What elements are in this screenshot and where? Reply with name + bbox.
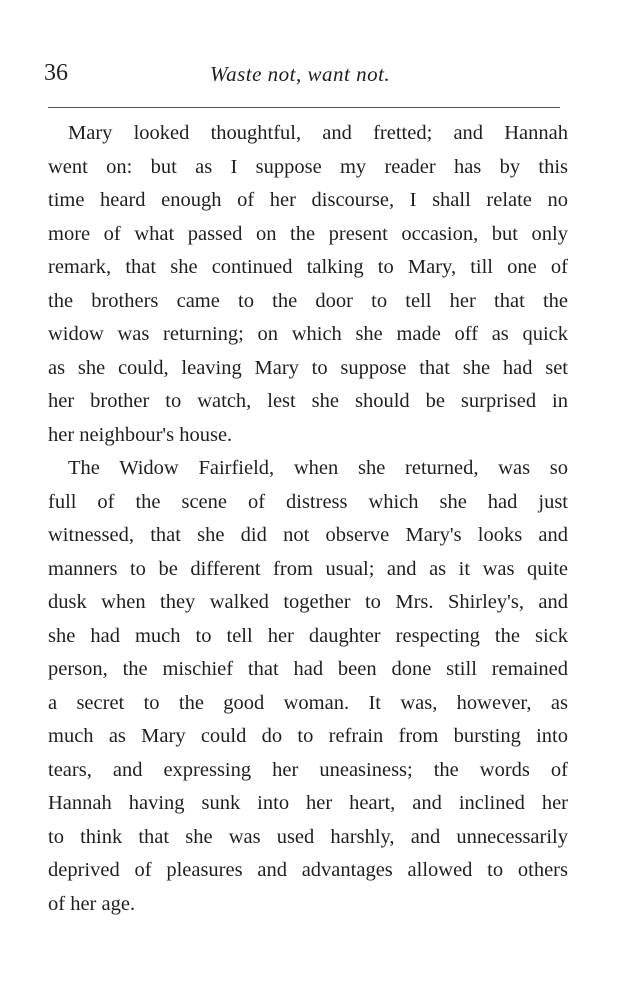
text-line: remark, that she continued talking to Mary, till one of	[48, 256, 568, 278]
text-line: witnessed, that she did not observe Mary's looks and	[48, 524, 568, 546]
header-rule	[48, 107, 560, 108]
running-title: Waste not, want not.	[210, 62, 391, 86]
text-line: The Widow Fairfield, when she returned, was so	[68, 457, 568, 479]
text-line: the brothers came to the door to tell her that the	[48, 289, 568, 312]
text-line: tears, and expressing her uneasiness; the words of	[48, 758, 568, 781]
text-line: a secret to the good woman. It was, however, as	[48, 691, 568, 714]
text-line: dusk when they walked together to Mrs. Shirley's, and	[48, 591, 568, 613]
text-line: her brother to watch, lest she should be surprised in	[48, 390, 568, 412]
text-line: much as Mary could do to refrain from bursting into	[48, 725, 568, 747]
text-line: person, the mischief that had been done still remained	[48, 658, 568, 680]
text-line: widow was returning; on which she made off as quick	[48, 323, 568, 345]
text-line: to think that she was used harshly, and unnecessarily	[48, 825, 568, 848]
text-line: went on: but as I suppose my reader has by this	[48, 155, 568, 178]
text-line: Mary looked thoughtful, and fretted; and Hannah	[68, 122, 568, 144]
paragraph-1	[48, 117, 568, 452]
text-line: full of the scene of distress which she had just	[48, 490, 568, 513]
text-line: her neighbour's house.	[48, 423, 233, 446]
text-line: she had much to tell her daughter respecting the sick	[48, 624, 568, 647]
text-line: time heard enough of her discourse, I shall relate no	[48, 189, 568, 211]
text-line: of her age.	[48, 892, 136, 915]
body-text	[48, 117, 568, 921]
text-line: deprived of pleasures and advantages allowed to others	[48, 859, 568, 881]
text-line: Hannah having sunk into her heart, and inclined her	[48, 792, 568, 814]
text-line: as she could, leaving Mary to suppose that she had set	[48, 356, 568, 379]
page-number: 36	[44, 60, 68, 86]
paragraph-2	[48, 452, 568, 921]
text-line: more of what passed on the present occasion, but only	[48, 222, 568, 245]
text-line: manners to be different from usual; and as it was quite	[48, 557, 568, 580]
